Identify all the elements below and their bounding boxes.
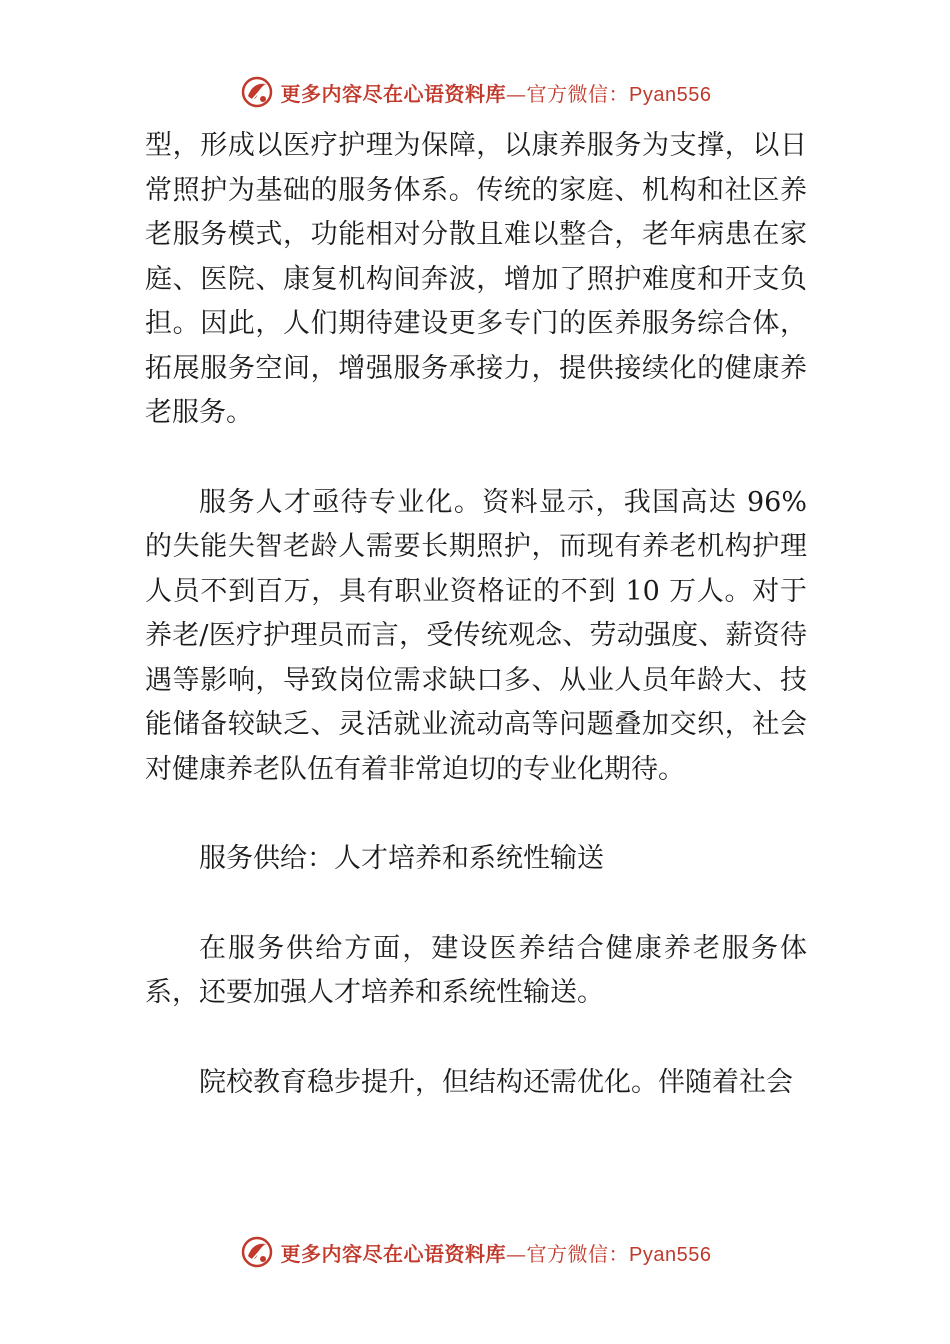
logo-icon <box>239 74 275 110</box>
logo-icon <box>239 1234 275 1270</box>
banner-wechat-label: 官方微信： <box>526 1241 630 1266</box>
banner-text <box>281 78 712 107</box>
banner-wechat-handle: Pyan556 <box>629 1243 712 1266</box>
section-heading: 服务供给：人才培养和系统性输送 <box>199 843 604 874</box>
banner-text <box>281 1238 712 1267</box>
header-banner <box>0 72 950 112</box>
banner-dash: — <box>506 1241 527 1266</box>
paragraph-supply: 在服务供给方面，建设医养结合健康养老服务体系，还要加强人才培养和系统性输送。 <box>145 932 807 1008</box>
banner-wechat-label: 官方微信： <box>526 81 630 106</box>
paragraph-continued: 型，形成以医疗护理为保障，以康养服务为支撑，以日常照护为基础的服务体系。传统的家庭、机构和社区养老服务模式，功能相对分散且难以整合，老年病患在家庭、医院、康复机构间奔波，增加了照护难度和开支负担。因此，人们期待建设更多专门的医养服务综合体，拓展服务空间，增强服务承接力，提供接续化的健康养老服务。 <box>145 130 807 428</box>
banner-dash: — <box>506 81 527 106</box>
banner-site-name: 更多内容尽在心语资料库 <box>280 1241 507 1266</box>
paragraph-talent: 服务人才亟待专业化。资料显示，我国高达 96%的失能失智老龄人需要长期照护，而现有养老机构护理人员不到百万，具有职业资格证的不到 10 万人。对于养老/医疗护理员而言，受传统观念、劳动强度、薪资待遇等影响，导致岗位需求缺口多、从业人员年龄大、技能储备较缺乏、灵活就业流动高等问题叠加交织，社会对健康养老队伍有着非常迫切的专业化期待。 <box>145 486 807 785</box>
banner-wechat-handle: Pyan556 <box>629 83 712 106</box>
document-body <box>145 124 807 1105</box>
paragraph-education: 院校教育稳步提升，但结构还需优化。伴随着社会 <box>199 1066 793 1098</box>
footer-banner <box>0 1232 950 1272</box>
banner-site-name: 更多内容尽在心语资料库 <box>280 81 507 106</box>
